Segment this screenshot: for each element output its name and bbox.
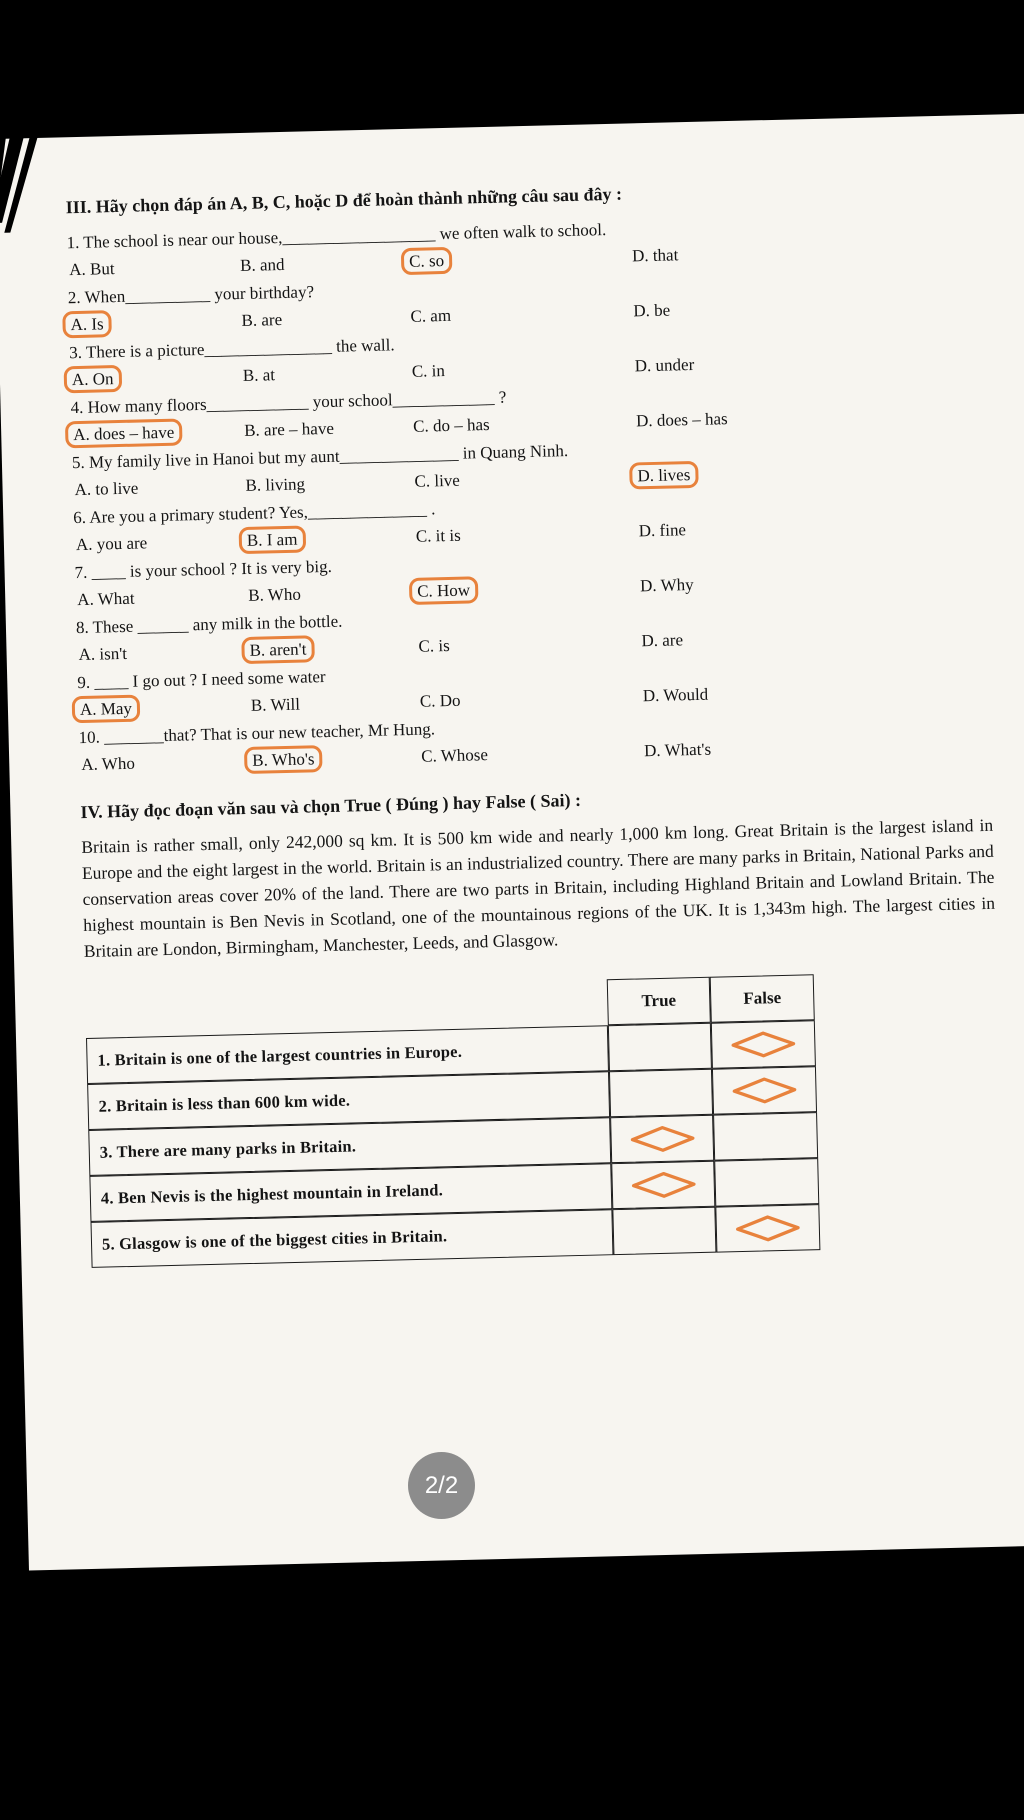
false-cell xyxy=(713,1112,818,1161)
page-indicator: 2/2 xyxy=(408,1452,475,1519)
statement-cell: 2. Britain is less than 600 km wide. xyxy=(87,1071,610,1130)
answer-option-label: D. be xyxy=(633,300,671,321)
selected-answer-highlight: A. does – have xyxy=(65,418,183,448)
answer-option xyxy=(75,582,247,613)
selected-answer-highlight: A. Is xyxy=(62,310,112,338)
question-text: 4. How many floors____________ your school____________ ? xyxy=(70,387,507,418)
answer-option xyxy=(418,682,642,714)
answer-option-label: A. you are xyxy=(75,533,148,555)
answer-diamond-icon xyxy=(735,1214,802,1244)
true-cell xyxy=(609,1069,713,1118)
column-header-false: False xyxy=(710,974,815,1023)
answer-option xyxy=(76,637,248,668)
question-text: 8. These ______ any milk in the bottle. xyxy=(75,611,343,638)
section-iv-heading: IV. Hãy đọc đoạn văn sau và chọn True ( Đúng ) hay False ( Sai) : xyxy=(80,789,582,823)
answer-option-label: C. is xyxy=(418,635,450,656)
statement-cell: 5. Glasgow is one of the biggest cities in Britain. xyxy=(90,1209,613,1268)
answer-option-label: D. that xyxy=(631,245,679,266)
answer-option xyxy=(407,242,631,274)
statement-cell: 4. Ben Nevis is the highest mountain in Ireland. xyxy=(89,1163,612,1222)
question-text: 3. There is a picture_______________ the wall. xyxy=(69,335,395,363)
answer-option-label: D. Would xyxy=(642,684,709,706)
answer-option-label: C. in xyxy=(411,361,446,381)
answer-option-label: C. it is xyxy=(415,525,461,546)
answer-diamond-icon xyxy=(731,1076,798,1106)
answer-option xyxy=(243,468,413,499)
question-list xyxy=(66,207,997,778)
answer-option xyxy=(246,578,416,609)
answer-option-label: B. are – have xyxy=(243,418,335,440)
answer-option xyxy=(409,352,633,384)
answer-option-label: D. What's xyxy=(643,739,712,761)
answer-option-label: B. and xyxy=(239,254,285,275)
column-header-true: True xyxy=(607,977,711,1026)
answer-option-label: B. are xyxy=(241,309,283,330)
question-text: 5. My family live in Hanoi but my aunt______________ in Quang Ninh. xyxy=(71,441,569,473)
answer-option xyxy=(419,737,643,769)
answer-option-label: A. Who xyxy=(81,753,136,775)
answer-option xyxy=(239,303,409,334)
answer-option xyxy=(242,413,412,444)
false-cell xyxy=(715,1204,820,1253)
statement-cell: 3. There are many parks in Britain. xyxy=(88,1117,611,1176)
selected-answer-highlight: B. aren't xyxy=(241,635,315,664)
answer-option xyxy=(238,248,408,279)
answer-option xyxy=(250,743,420,774)
answer-option-label: A. But xyxy=(68,259,115,280)
selected-answer-highlight: C. so xyxy=(401,247,453,275)
answer-option xyxy=(70,362,242,393)
answer-option xyxy=(414,517,638,549)
paper-content xyxy=(65,171,1009,1268)
answer-option-label: D. are xyxy=(641,630,684,651)
true-cell xyxy=(608,1023,712,1072)
false-cell xyxy=(711,1020,816,1069)
answer-option xyxy=(241,358,411,389)
answer-option-label: C. Whose xyxy=(420,745,489,766)
answer-option-label: C. live xyxy=(414,470,461,491)
answer-option xyxy=(74,527,246,558)
answer-option-label: B. living xyxy=(245,474,306,495)
statement-cell: 1. Britain is one of the largest countries in Europe. xyxy=(86,1025,609,1084)
answer-option-label: D. fine xyxy=(638,520,687,541)
answer-option xyxy=(245,523,415,554)
page-corner-mark-icon xyxy=(0,135,76,237)
question-text: 9. ____ I go out ? I need some water xyxy=(77,667,326,693)
answer-option-label: C. am xyxy=(410,305,452,326)
question-text: 6. Are you a primary student? Yes,______________ . xyxy=(73,499,436,528)
answer-option xyxy=(78,692,250,723)
answer-option-label: A. isn't xyxy=(78,643,128,665)
answer-option xyxy=(411,407,635,439)
selected-answer-highlight: A. On xyxy=(64,365,122,393)
answer-option-label: A. to live xyxy=(74,478,139,500)
answer-option xyxy=(79,747,251,778)
selected-answer-highlight: B. I am xyxy=(239,525,306,554)
true-false-table xyxy=(85,974,822,1268)
answer-option-label: C. do – has xyxy=(412,414,490,436)
section-iii-heading: III. Hãy chọn đáp án A, B, C, hoặc D để hoàn thành những câu sau đây : xyxy=(65,183,623,218)
answer-option xyxy=(416,627,640,659)
answer-option xyxy=(71,417,243,448)
answer-option xyxy=(412,462,636,494)
answer-option-label: D. does – has xyxy=(635,409,728,431)
selected-answer-highlight: C. How xyxy=(409,576,479,605)
true-cell xyxy=(611,1161,715,1210)
question-text: 2. When__________ your birthday? xyxy=(67,282,315,308)
selected-answer-highlight: A. May xyxy=(72,695,141,724)
answer-option-label: D. under xyxy=(634,354,695,376)
answer-option xyxy=(249,688,419,719)
answer-option-label: C. Do xyxy=(419,690,461,711)
selected-answer-highlight: D. lives xyxy=(629,461,699,490)
answer-option-label: A. What xyxy=(77,588,135,610)
selected-answer-highlight: B. Who's xyxy=(244,745,323,774)
true-cell xyxy=(610,1115,714,1164)
question-text: 7. ____ is your school ? It is very big. xyxy=(74,556,333,583)
answer-option-label: D. Why xyxy=(639,575,694,596)
answer-option xyxy=(408,297,632,329)
answer-option xyxy=(67,252,239,283)
false-cell xyxy=(714,1158,819,1207)
answer-option xyxy=(415,572,639,604)
answer-diamond-icon xyxy=(629,1124,696,1154)
answer-option-label: B. at xyxy=(242,365,276,385)
true-cell xyxy=(612,1207,716,1256)
answer-option-label: B. Will xyxy=(250,694,301,715)
question-text: 1. The school is near our house,__________________ we often walk to school. xyxy=(66,220,607,253)
test-paper-photo xyxy=(0,114,1024,1571)
reading-passage: Britain is rather small, only 242,000 sq km. It is 500 km wide and nearly 1,000 km long. Great Britain is the largest island in Europe and the eight largest in the world. Britain is an industrialized country. There are many parks in Britain, National Parks and conservation areas cover 20% of the land. There are two parts in Britain, including Highland Britain and Lowland Britain. The highest mountain is Ben Nevis in Scotland, one of the mountainous regions of the UK. It is 1,343m high. The largest cities in Britain are London, Birmingham, Manchester, Leeds, and Glasgow. xyxy=(81,814,996,962)
answer-diamond-icon xyxy=(630,1170,697,1200)
answer-option-label: B. Who xyxy=(248,584,302,605)
answer-option xyxy=(68,307,240,338)
answer-diamond-icon xyxy=(730,1030,797,1060)
question-text: 10. _______that? That is our new teacher, Mr Hung. xyxy=(78,719,436,748)
false-cell xyxy=(712,1066,817,1115)
answer-option xyxy=(72,472,244,503)
answer-option xyxy=(247,633,417,664)
